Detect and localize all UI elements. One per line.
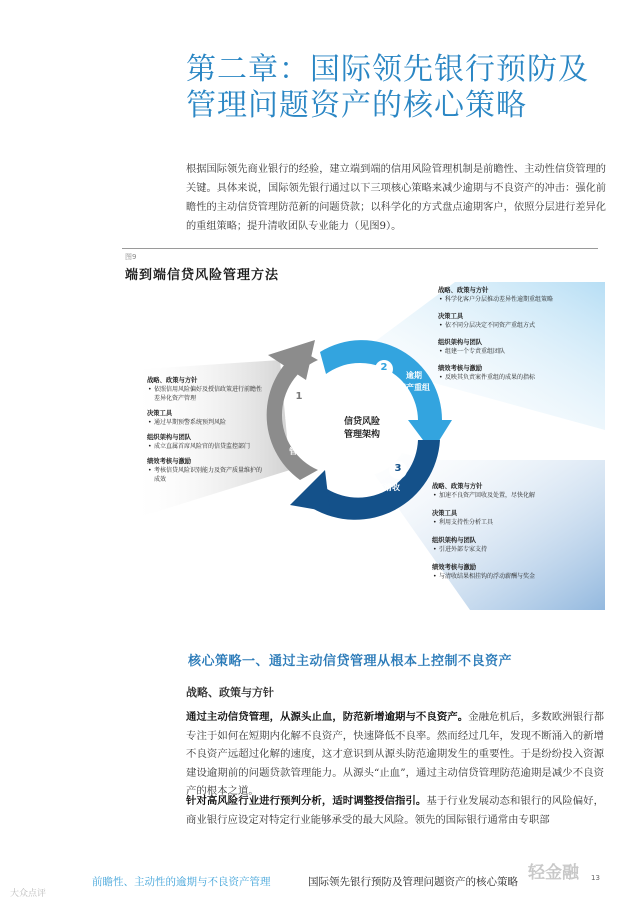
page-number: 13 [591, 874, 600, 882]
section-subheading: 战略、政策与方针 [186, 686, 274, 699]
bottom-right-item-strategy: 战略、政策与方针 • 加速不良资产回收及处置，尽快化解 [432, 482, 602, 500]
footer-chapter-label: 国际领先银行预防及管理问题资产的核心策略 [308, 876, 518, 888]
top-right-item-strategy: 战略、政策与方针 • 科学化客户分层推动差异性逾期重组策略 [438, 286, 603, 304]
top-right-item-tools: 决策工具 • 依不同分层决定不同资产重组方式 [438, 312, 603, 330]
top-right-block [438, 286, 603, 382]
watermark-left: 大众点评 [10, 889, 47, 899]
paragraph-2-body: 基于行业发展动态和银行的风险偏好，商业银行应设定对特定行业能够承受的最大风险。领先的国际银行通常由专职部 [186, 795, 605, 826]
bottom-right-item-kpi: 绩效考核与激励 • 与清收结果相挂钩的浮动薪酬与奖金 [432, 563, 602, 581]
top-right-item-org: 组织架构与团队 • 组建一个专责重组团队 [438, 338, 603, 356]
paragraph-1-body: 金融危机后，多数欧洲银行都专注于如何在短期内化解不良资产，快速降低不良率。然而经过几年，发现不断涌入的新增不良资产远超过化解的速度，这才意识到从源头防范逾期发生的重要性。于是纷纷投入资源建设逾期前的问题贷款管理能力。从源头“止血”，通过主动信贷管理防范逾期是减少不良资产的根本之道。 [186, 711, 605, 797]
segment-1-label: 主动性 信贷 风险 管理 [285, 411, 309, 456]
chapter-title-line-1: 第二章：国际领先银行预防及 [186, 52, 589, 87]
chapter-title-line-2: 管理问题资产的核心策略 [186, 88, 527, 123]
segment-2-label: 逾期 资产重组 [398, 371, 430, 392]
segment-1-number: 1 [295, 391, 303, 402]
center-label: 信贷风险 管理架构 [343, 417, 380, 440]
watermark-right: 轻金融 [528, 863, 579, 883]
figure-number: 图9 [125, 253, 137, 261]
section-title: 核心策略一、通过主动信贷管理从根本上控制不良资产 [188, 654, 513, 669]
segment-3-number: 3 [394, 463, 402, 474]
bottom-right-item-org: 组织架构与团队 • 引进外部专家支持 [432, 536, 602, 554]
section-paragraph-2 [186, 792, 604, 829]
left-item-org: 组织架构与团队 • 成立直属首席风险官的信贷监控部门 [147, 433, 265, 451]
intro-paragraph: 根据国际领先商业银行的经验，建立端到端的信用风险管理机制是前瞻性、主动性信贷管理的关键。具体来说，国际领先银行通过以下三项核心策略来减少逾期与不良资产的冲击：强化前瞻性的主动信贷管理防范新的问题贷款；以科学化的方式盘点逾期客户，依照分层进行差异化的重组策略；提升清收团队专业能力（见图9）。 [186, 164, 606, 232]
paragraph-2-lead: 针对高风险行业进行预判分析，适时调整授信指引。 [186, 795, 427, 807]
paragraph-1-lead: 通过主动信贷管理，从源头止血，防范新增逾期与不良资产。 [186, 711, 469, 723]
top-right-item-kpi: 绩效考核与激励 • 反映其负责案件重组的成果的指标 [438, 364, 603, 382]
segment-3-label: 不良资产清收 [352, 483, 400, 492]
left-item-kpi: 绩效考核与激励 • 考核信贷风险识别能力及资产质量维护的成效 [147, 457, 265, 484]
bottom-right-item-tools: 决策工具 • 利用支持性分析工具 [432, 509, 602, 527]
figure-title: 端到端信贷风险管理方法 [125, 268, 280, 283]
bottom-right-block [432, 482, 602, 581]
footer-section-label: 前瞻性、主动性的逾期与不良资产管理 [92, 876, 271, 888]
left-item-tools: 决策工具 • 通过早期预警系统预判风险 [147, 409, 265, 427]
left-block [147, 376, 265, 484]
left-item-strategy: 战略、政策与方针 • 依照信用风险偏好及授信政策进行前瞻性差异化资产管理 [147, 376, 265, 403]
segment-2-number: 2 [380, 362, 388, 373]
section-paragraph-1 [186, 708, 604, 801]
